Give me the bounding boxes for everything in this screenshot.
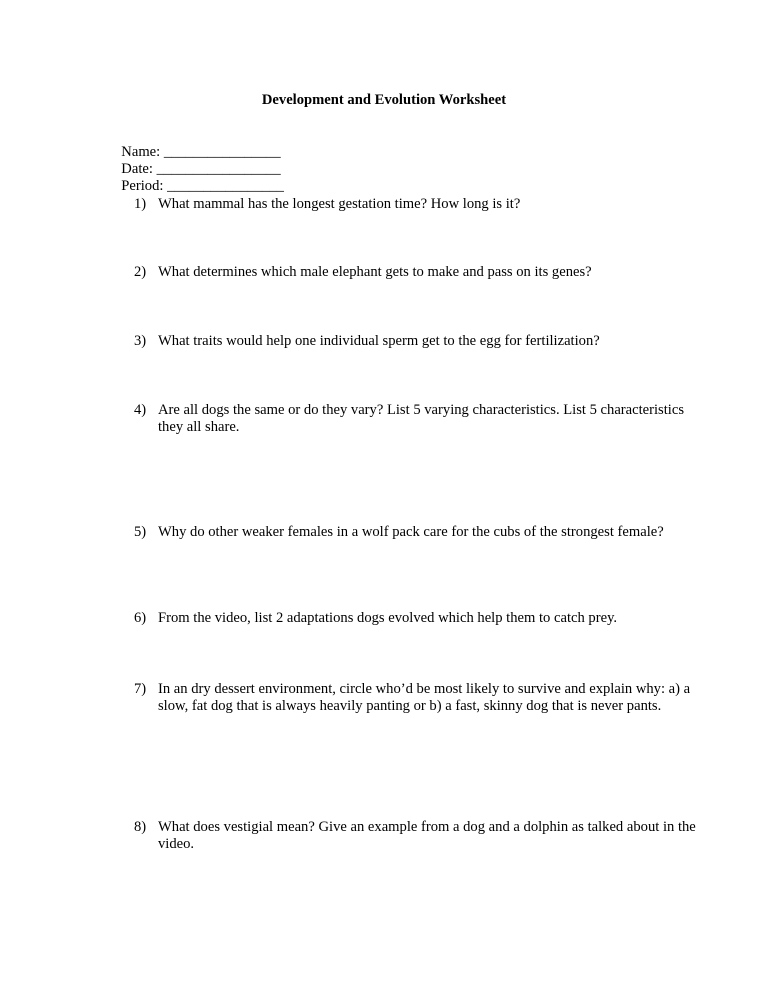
question-number: 8) bbox=[134, 819, 147, 835]
period-field bbox=[114, 161, 284, 195]
question-number: 1) bbox=[134, 196, 147, 212]
worksheet-title: Development and Evolution Worksheet bbox=[261, 92, 507, 108]
question-text: In an dry dessert environment, circle who’d be most likely to survive and explain why: a) a slow, fat dog that is always heavily panting or b) a fast, skinny dog that is never pants. bbox=[158, 681, 691, 714]
question-number: 4) bbox=[134, 402, 147, 418]
question-text: What mammal has the longest gestation time? How long is it? bbox=[158, 196, 521, 212]
question-text: Are all dogs the same or do they vary? List 5 varying characteristics. List 5 characteristics they all share. bbox=[158, 402, 685, 435]
date-blank-line: _________________ bbox=[156, 161, 281, 177]
question-text: From the video, list 2 adaptations dogs evolved which help them to catch prey. bbox=[158, 610, 618, 626]
question-number: 7) bbox=[134, 681, 147, 697]
question-text: Why do other weaker females in a wolf pack care for the cubs of the strongest female? bbox=[158, 524, 664, 540]
question-1 bbox=[134, 196, 698, 213]
question-4 bbox=[134, 402, 698, 436]
name-label: Name: bbox=[121, 144, 161, 160]
question-number: 5) bbox=[134, 524, 147, 540]
question-text: What traits would help one individual sperm get to the egg for fertilization? bbox=[158, 333, 600, 349]
question-8 bbox=[134, 819, 698, 853]
period-blank-line: ________________ bbox=[167, 178, 284, 194]
question-3 bbox=[134, 333, 698, 350]
question-number: 2) bbox=[134, 264, 147, 280]
question-text: What does vestigial mean? Give an example from a dog and a dolphin as talked about in the video. bbox=[158, 819, 696, 852]
period-label: Period: bbox=[121, 178, 164, 194]
question-number: 3) bbox=[134, 333, 147, 349]
question-2 bbox=[134, 264, 698, 281]
question-5 bbox=[134, 524, 698, 541]
question-text: What determines which male elephant gets to make and pass on its genes? bbox=[158, 264, 592, 280]
question-6 bbox=[134, 610, 698, 627]
name-blank-line: ________________ bbox=[163, 144, 281, 160]
question-7 bbox=[134, 681, 698, 715]
date-label: Date: bbox=[121, 161, 153, 177]
question-number: 6) bbox=[134, 610, 147, 626]
